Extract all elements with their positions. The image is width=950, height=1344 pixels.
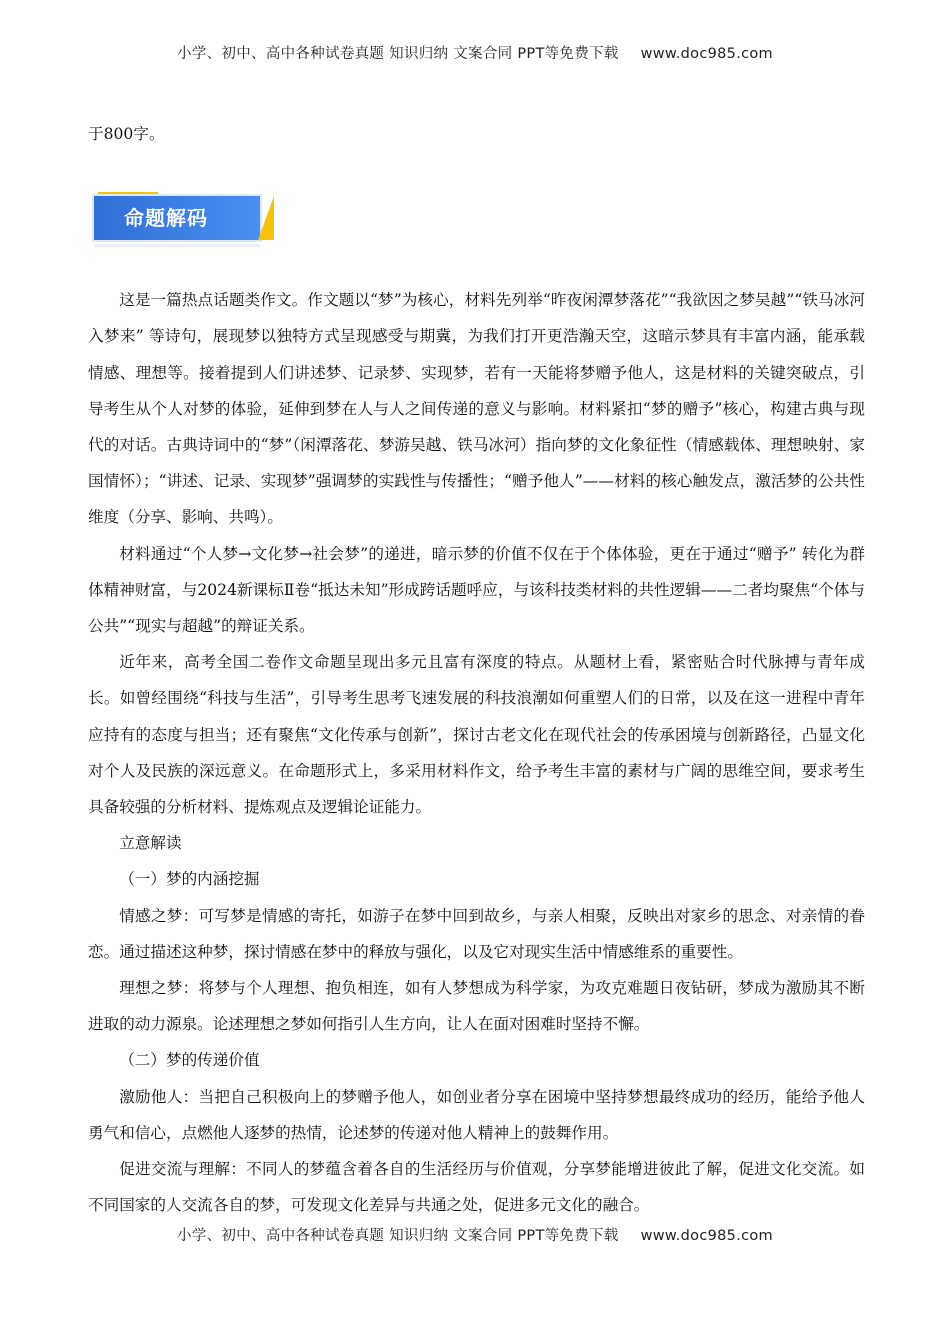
intro-line: 于800字。: [88, 125, 165, 143]
paragraph-2: 材料通过“个人梦→文化梦→社会梦”的递进，暗示梦的价值不仅在于个体体验，更在于通过“赠予” 转化为群体精神财富，与2024新课标Ⅱ卷“抵达未知”形成跨话题呼应，与该科技类材料的共性逻辑——二者均聚焦“个体与公共”“现实与超越”的辩证关系。: [88, 544, 865, 636]
subsection-1-title: （一）梦的内涵挖掘: [119, 870, 260, 889]
banner-accent-stripe: [258, 196, 274, 240]
page-footer: [0, 1224, 950, 1245]
document-body: [88, 116, 865, 1223]
footer-text: 小学、初中、高中各种试卷真题 知识归纳 文案合同 PPT等免费下载: [177, 1228, 619, 1244]
page-header: [0, 42, 950, 63]
subsection-1-item-1: 情感之梦：可写梦是情感的寄托，如游子在梦中回到故乡，与亲人相聚，反映出对家乡的思念、对亲情的眷恋。通过描述这种梦，探讨情感在梦中的释放与强化，以及它对现实生活中情感维系的重要性。: [88, 906, 865, 961]
subsection-2-title: （二）梦的传递价值: [119, 1051, 260, 1070]
banner-label: 命题解码: [124, 206, 208, 231]
header-url[interactable]: www.doc985.com: [640, 46, 773, 62]
section-title: 立意解读: [119, 834, 182, 853]
subsection-2-item-2: 促进交流与理解：不同人的梦蕴含着各自的生活经历与价值观，分享梦能增进彼此了解，促进文化交流。如不同国家的人交流各自的梦，可发现文化差异与共通之处，促进多元文化的融合。: [88, 1160, 865, 1215]
footer-url[interactable]: www.doc985.com: [640, 1228, 773, 1244]
banner-shadow: [94, 244, 260, 247]
subsection-1-item-2: 理想之梦：将梦与个人理想、抱负相连，如有人梦想成为科学家，为攻克难题日夜钻研，梦成为激励其不断进取的动力源泉。论述理想之梦如何指引人生方向，让人在面对困难时坚持不懈。: [88, 979, 865, 1034]
section-banner: [94, 192, 274, 256]
subsection-2-item-1: 激励他人：当把自己积极向上的梦赠予他人，如创业者分享在困境中坚持梦想最终成功的经历，能给予他人勇气和信心，点燃他人逐梦的热情，论述梦的传递对他人精神上的鼓舞作用。: [88, 1087, 865, 1142]
paragraph-3: 近年来，高考全国二卷作文命题呈现出多元且富有深度的特点。从题材上看，紧密贴合时代脉搏与青年成长。如曾经围绕“科技与生活”，引导考生思考飞速发展的科技浪潮如何重塑人们的日常，以及在这一进程中青年应持有的态度与担当；还有聚焦“文化传承与创新”，探讨古老文化在现代社会的传承困境与创新路径，凸显文化对个人及民族的深远意义。在命题形式上，多采用材料作文，给予考生丰富的素材与广阔的思维空间，要求考生具备较强的分析材料、提炼观点及逻辑论证能力。: [88, 653, 865, 817]
header-text: 小学、初中、高中各种试卷真题 知识归纳 文案合同 PPT等免费下载: [177, 46, 619, 62]
paragraph-1: 这是一篇热点话题类作文。作文题以“梦”为核心，材料先列举“昨夜闲潭梦落花”“我欲因之梦吴越”“铁马冰河入梦来” 等诗句，展现梦以独特方式呈现感受与期冀，为我们打开更浩瀚天空，这暗示梦具有丰富内涵，能承载情感、理想等。接着提到人们讲述梦、记录梦、实现梦，若有一天能将梦赠予他人，这是材料的关键突破点，引导考生从个人对梦的体验，延伸到梦在人与人之间传递的意义与影响。材料紧扣“梦的赠予”核心，构建古典与现代的对话。古典诗词中的“梦”（闲潭落花、梦游吴越、铁马冰河）指向梦的文化象征性（情感载体、理想映射、家国情怀）；“讲述、记录、实现梦”强调梦的实践性与传播性；“赠予他人”——材料的核心触发点，激活梦的公共性维度（分享、影响、共鸣）。: [88, 291, 865, 527]
